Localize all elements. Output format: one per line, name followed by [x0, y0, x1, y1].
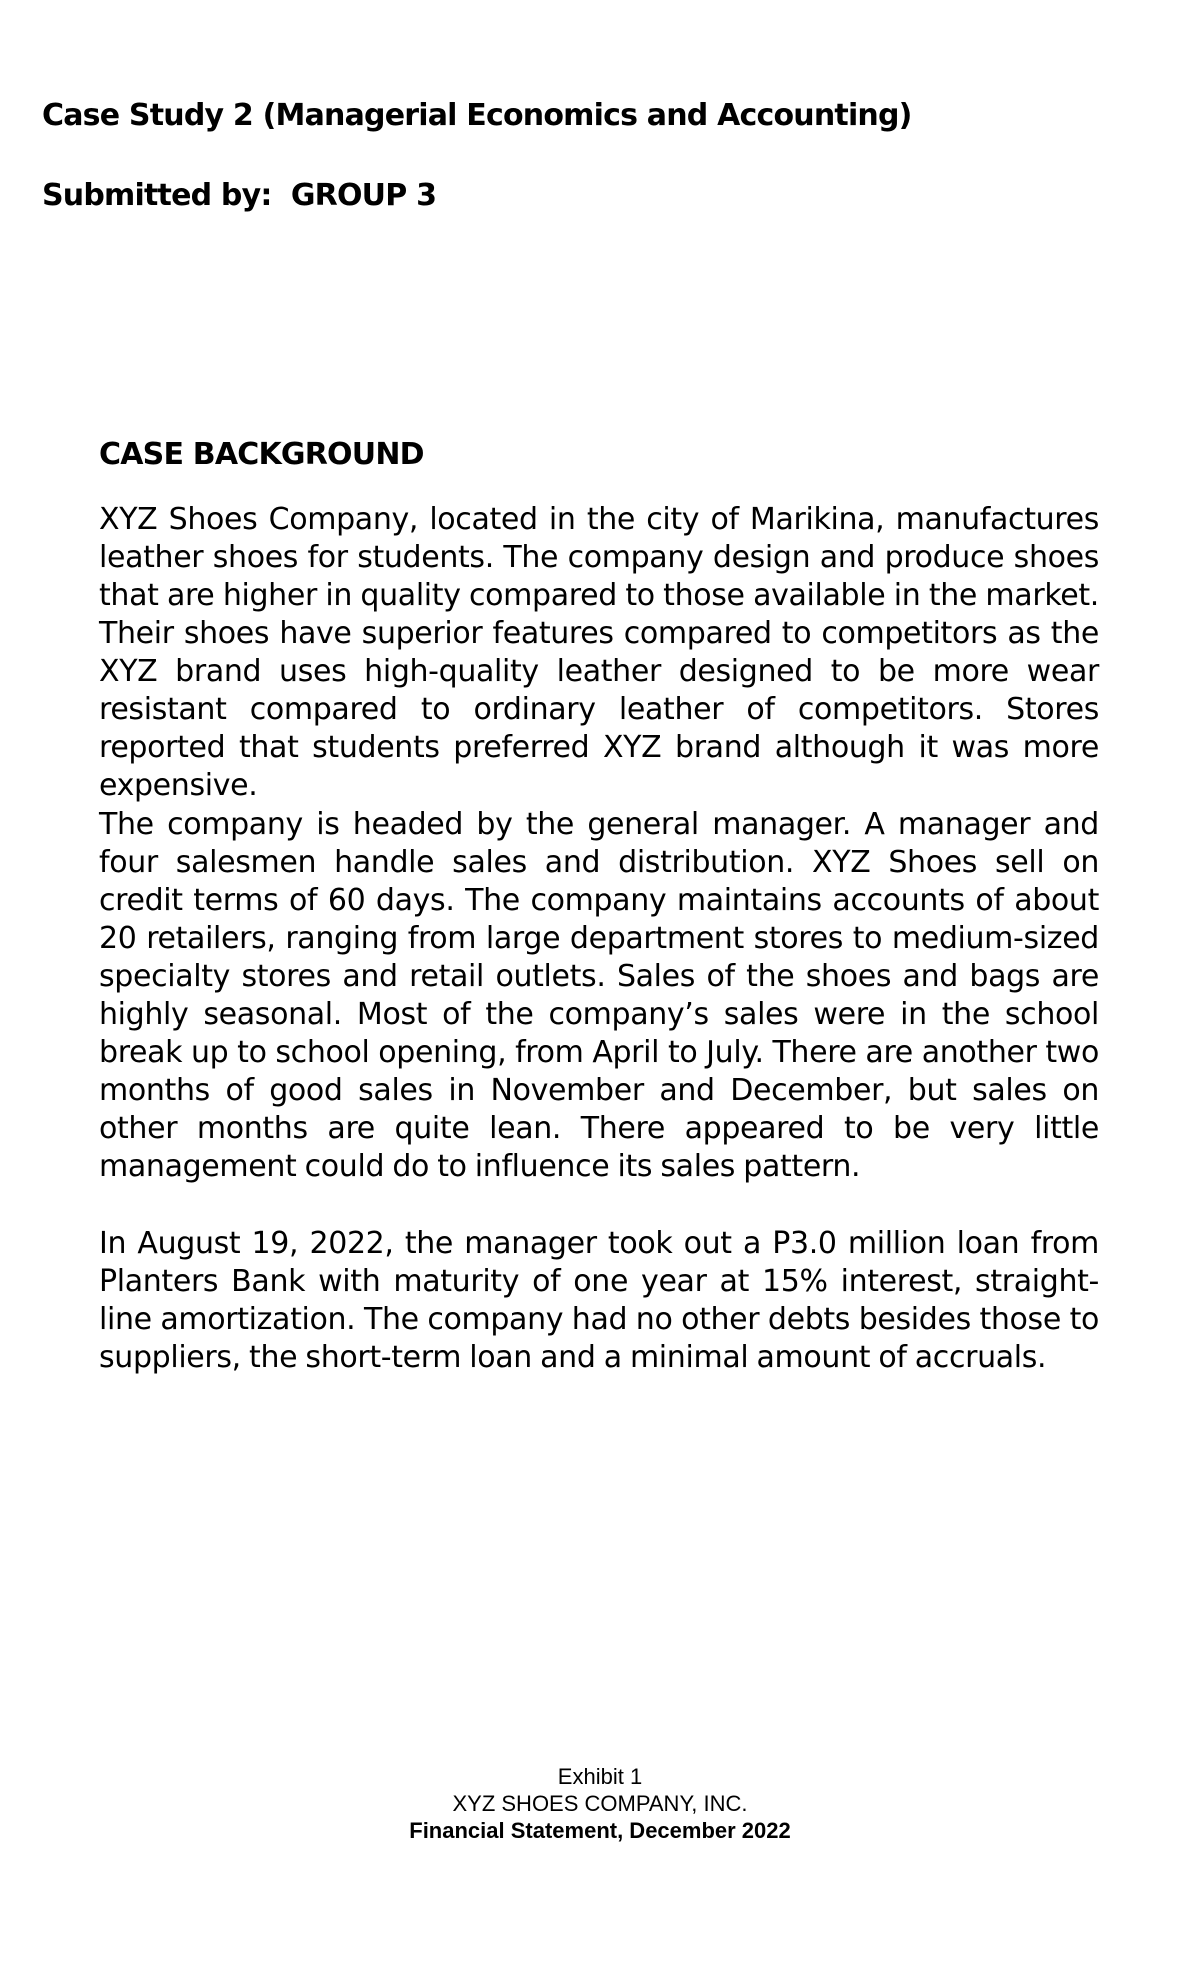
document-title: Case Study 2 (Managerial Economics and Accounting) — [42, 98, 912, 133]
background-paragraph-2: The company is headed by the general manager. A manager and four salesmen handle sales and distribution. XYZ Shoes sell on credit terms of 60 days. The company maintains accounts of about 20 retailers, ranging from large department stores to medium-sized specialty stores and retail outlets. Sales of the shoes and bags are highly seasonal. Most of the company’s sales were in the school break up to school opening, from April to July. There are another two months of good sales in November and December, but sales on other months are quite lean. There appeared to be very little management could do to influence its sales pattern. — [99, 807, 1099, 1184]
background-paragraph-3: In August 19, 2022, the manager took out a P3.0 million loan from Planters Bank with maturity of one year at 15% interest, straight-line amortization. The company had no other debts besides those to suppliers, the short-term loan and a minimal amount of accruals. — [99, 1226, 1099, 1375]
exhibit-statement-title: Financial Statement, December 2022 — [409, 1818, 791, 1843]
exhibit-header — [0, 1763, 1200, 1844]
section-heading-case-background: CASE BACKGROUND — [99, 437, 424, 472]
exhibit-company-name: XYZ SHOES COMPANY, INC. — [452, 1791, 748, 1816]
background-paragraph-1: XYZ Shoes Company, located in the city of Marikina, manufactures leather shoes for students. The company design and produce shoes that are higher in quality compared to those available in the market. Their shoes have superior features compared to competitors as the XYZ brand uses high-quality leather designed to be more wear resistant compared to ordinary leather of competitors. Stores reported that students preferred XYZ brand although it was more expensive. — [99, 502, 1099, 803]
submitted-by: Submitted by: GROUP 3 — [42, 178, 437, 213]
exhibit-label: Exhibit 1 — [557, 1764, 643, 1789]
